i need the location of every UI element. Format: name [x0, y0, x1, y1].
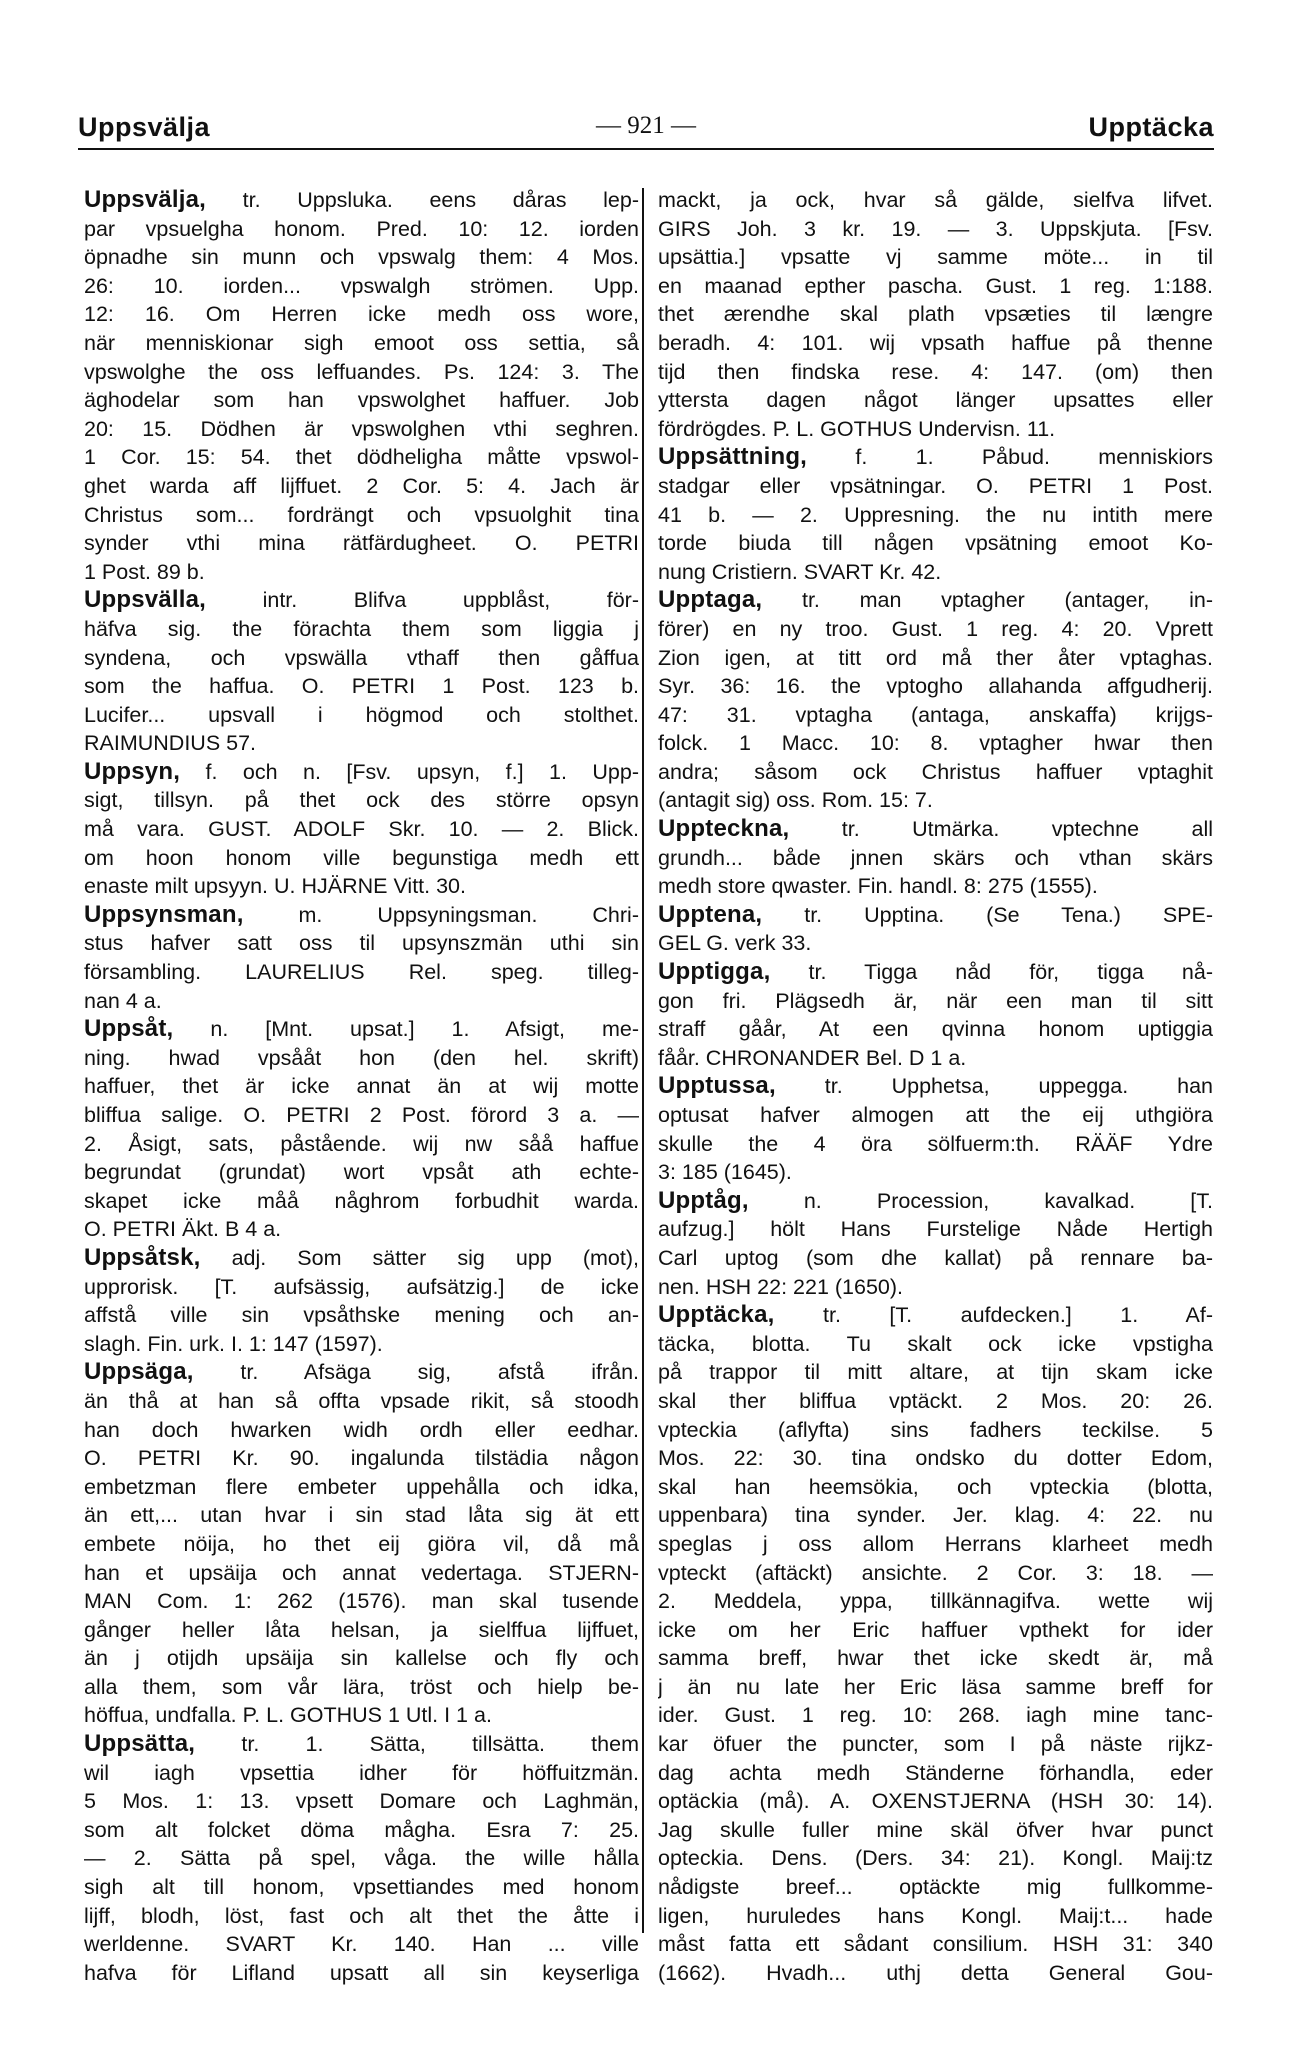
text-line — [658, 1559, 1213, 1588]
text-line — [658, 472, 1213, 501]
text-line — [84, 672, 639, 701]
text-line — [84, 1101, 639, 1130]
entry-first-line — [84, 186, 639, 215]
text-line — [658, 1101, 1213, 1130]
headword: Uppsvälja, — [84, 186, 207, 213]
line-text: Zion igen, at titt ord må ther åter vptaghas. — [658, 645, 1213, 670]
line-text: tr. Afsäga sig, afstå ifrån. — [193, 1360, 639, 1385]
text-line — [84, 415, 639, 444]
text-line — [84, 844, 639, 873]
line-text: intr. Blifva uppblåst, för- — [206, 588, 639, 613]
line-text: om hoon honom ville begunstiga medh ett — [84, 845, 639, 870]
line-text: affstå ville sin vpsåthske mening och an- — [84, 1303, 639, 1328]
line-text: alla them, som vår lära, tröst och hielp be- — [84, 1674, 639, 1699]
text-line — [84, 558, 639, 587]
line-text: 3: 185 (1645). — [658, 1160, 792, 1185]
headword: Uppsåt, — [84, 1015, 174, 1043]
text-line — [658, 329, 1213, 358]
left-column — [84, 186, 639, 1987]
line-text: adj. Som sätter sig upp (mot), — [200, 1245, 639, 1270]
line-text: öpnadhe sin munn och vpswalg them: 4 Mos. — [84, 245, 639, 270]
line-text: äghodelar som han vpswolghet haffuer. Job — [84, 388, 639, 413]
entry-first-line — [658, 815, 1213, 844]
line-text: MAN Com. 1: 262 (1576). man skal tusende — [84, 1589, 639, 1614]
text-line — [658, 1873, 1213, 1902]
text-line — [84, 1130, 639, 1159]
line-text: ghet warda aff lijffuet. 2 Cor. 5: 4. Jach är — [84, 473, 639, 498]
entry-first-line — [658, 901, 1213, 930]
text-line — [84, 472, 639, 501]
text-line — [658, 1473, 1213, 1502]
text-line — [84, 501, 639, 530]
line-text: bliffua salige. O. PETRI 2 Post. förord 3 a. — — [84, 1103, 639, 1127]
line-text: sigh alt till honom, vpsettiandes med honom — [84, 1875, 639, 1900]
line-text: försambling. LAURELIUS Rel. speg. tilleg- — [84, 960, 639, 985]
text-line — [658, 987, 1213, 1016]
headword: Uppsyn, — [84, 757, 181, 785]
text-line — [658, 1616, 1213, 1645]
text-line — [84, 1187, 639, 1216]
line-text: gånger heller låta helsan, ja sielffua lijffuet, — [84, 1617, 639, 1642]
text-line — [658, 1358, 1213, 1387]
text-line — [84, 1501, 639, 1530]
line-text: han doch hwarken widh ordh eller eedhar. — [84, 1417, 639, 1442]
line-text: nådigste breef... optäckte mig fullkomme- — [658, 1875, 1213, 1900]
text-line — [658, 1730, 1213, 1759]
line-text: höffua, undfalla. P. L. GOTHUS 1 Utl. I 1 a. — [84, 1703, 492, 1728]
entry-first-line — [84, 1015, 639, 1044]
text-line — [84, 243, 639, 272]
line-text: täcka, blotta. Tu skalt ock icke vpstigha — [658, 1331, 1213, 1356]
text-line — [84, 1158, 639, 1187]
text-line — [84, 1215, 639, 1244]
headword: Upptaga, — [658, 586, 763, 614]
text-line — [658, 872, 1213, 901]
text-line — [658, 215, 1213, 244]
line-text: på trappor til mitt altare, at tijn skam icke — [658, 1360, 1213, 1385]
line-text: begrundat (grundat) wort vpsåt ath echte- — [84, 1160, 639, 1185]
text-line — [84, 1587, 639, 1616]
line-text: Christus som... fordrängt och vpsuolghit tina — [84, 502, 639, 527]
text-line — [658, 701, 1213, 730]
text-line — [84, 1530, 639, 1559]
text-line — [84, 1673, 639, 1702]
text-line — [84, 443, 639, 472]
line-text: lijff, blodh, löst, fast och alt thet the åtte i — [84, 1903, 639, 1928]
text-line — [84, 1387, 639, 1416]
text-line — [658, 1130, 1213, 1159]
line-text: werldenne. SVART Kr. 140. Han ... ville — [84, 1932, 639, 1957]
text-line — [658, 1959, 1213, 1988]
line-text: förer) en ny troo. Gust. 1 reg. 4: 20. Vprett — [658, 616, 1213, 641]
line-text: opteckia. Dens. (Ders. 34: 21). Kongl. Maij:tz — [658, 1846, 1213, 1871]
entry-first-line — [84, 901, 639, 930]
line-text: 2. Åsigt, sats, påstående. wij nw såå haffue — [84, 1131, 639, 1156]
line-text: Jag skulle fuller mine skäl öfver hvar punct — [658, 1817, 1213, 1842]
text-line — [84, 1930, 639, 1959]
line-text: icke om her Eric haffuer vpthekt for ider — [658, 1617, 1213, 1642]
text-line — [84, 987, 639, 1016]
text-line — [658, 1787, 1213, 1816]
text-line — [658, 1501, 1213, 1530]
line-text: ider. Gust. 1 reg. 10: 268. iagh mine tanc- — [658, 1703, 1213, 1728]
entry-first-line — [84, 758, 639, 787]
line-text: aufzug.] hölt Hans Furstelige Nåde Hertigh — [658, 1217, 1213, 1242]
page-header — [78, 112, 1214, 152]
text-line — [658, 386, 1213, 415]
headword: Upptussa, — [658, 1072, 776, 1100]
right-column — [658, 186, 1213, 1987]
line-text: skal ther bliffua vptäckt. 2 Mos. 20: 26. — [658, 1388, 1213, 1413]
line-text: 1 Post. 89 b. — [84, 559, 205, 584]
text-line — [84, 1416, 639, 1445]
headword: Uppteckna, — [658, 815, 790, 843]
line-text: skulle the 4 öra sölfuerm:th. RÄÄF Ydre — [658, 1131, 1213, 1156]
text-line — [658, 1330, 1213, 1359]
line-text: 20: 15. Dödhen är vpswolghen vthi seghren. — [84, 416, 639, 441]
line-text: O. PETRI Äkt. B 4 a. — [84, 1217, 282, 1242]
text-line — [658, 758, 1213, 787]
line-text: f. 1. Påbud. menniskiors — [807, 445, 1213, 470]
entry-first-line — [84, 1244, 639, 1273]
line-text: ligen, huruledes hans Kongl. Maij:t... hade — [658, 1903, 1213, 1928]
text-line — [84, 1559, 639, 1588]
text-line — [84, 1644, 639, 1673]
line-text: må vara. GUST. ADOLF Skr. 10. — 2. Blick. — [84, 817, 639, 842]
text-line — [84, 386, 639, 415]
line-text: häfva sig. the förachta them som liggia j — [84, 616, 639, 641]
line-text: fåår. CHRONANDER Bel. D 1 a. — [658, 1045, 967, 1070]
line-text: tr. [T. aufdecken.] 1. Af- — [774, 1303, 1213, 1328]
line-text: j än nu late her Eric läsa samme breff for — [658, 1674, 1213, 1699]
text-line — [658, 1530, 1213, 1559]
text-line — [658, 1158, 1213, 1187]
text-line — [84, 644, 639, 673]
headword: Uppsåtsk, — [84, 1243, 201, 1271]
headword: Uppsättning, — [658, 443, 808, 471]
text-line — [84, 1330, 639, 1359]
text-line — [658, 1930, 1213, 1959]
line-text: tr. man vptagher (antager, in- — [762, 588, 1213, 613]
text-line — [84, 958, 639, 987]
line-text: tr. Utmärka. vptechne all — [789, 817, 1213, 842]
text-line — [84, 272, 639, 301]
text-line — [658, 501, 1213, 530]
headword: Uppsäga, — [84, 1358, 194, 1386]
line-text: optäckia (må). A. OXENSTJERNA (HSH 30: 14). — [658, 1789, 1213, 1814]
running-head-right: Upptäcka — [1088, 112, 1214, 142]
line-text: nung Cristiern. SVART Kr. 42. — [658, 559, 942, 584]
line-text: än ett,... utan hvar i sin stad låta sig ät ett — [84, 1503, 639, 1528]
line-text: beradh. 4: 101. wij vpsath haffue på thenne — [658, 330, 1213, 355]
entry-first-line — [658, 1072, 1213, 1101]
text-line — [658, 1701, 1213, 1730]
entry-first-line — [658, 443, 1213, 472]
text-line — [658, 1444, 1213, 1473]
line-text: uppenbara) tina synder. Jer. klag. 4: 22. nu — [658, 1503, 1213, 1528]
headword: Uppsätta, — [84, 1730, 196, 1758]
line-text: skal han heemsökia, och vpteckia (blotta, — [658, 1474, 1213, 1499]
text-line — [84, 1616, 639, 1645]
line-text: straff gåår, At een qvinna honom uptiggia — [658, 1017, 1213, 1042]
line-text: (1662). Hvadh... uthj detta General Gou- — [658, 1960, 1213, 1985]
text-line — [84, 1701, 639, 1730]
text-line — [658, 1244, 1213, 1273]
line-text: tr. Tigga nåd för, tigga nå- — [770, 960, 1213, 985]
line-text: Syr. 36: 16. the vptogho allahanda affgudherij. — [658, 674, 1213, 699]
line-text: tr. 1. Sätta, tillsätta. them — [195, 1732, 639, 1757]
text-line — [658, 1044, 1213, 1073]
headword: Upptena, — [658, 900, 763, 928]
text-line — [658, 729, 1213, 758]
headword: Uppsvälla, — [84, 586, 207, 614]
line-text: andra; såsom ock Christus haffuer vptaghit — [658, 759, 1213, 784]
entry-first-line — [84, 1358, 639, 1387]
line-text: optusat hafver almogen att the eij uthgiöra — [658, 1103, 1213, 1127]
text-line — [658, 1816, 1213, 1845]
line-text: synder vthi mina rätfärdugheet. O. PETRI — [84, 531, 639, 556]
text-line — [84, 1787, 639, 1816]
text-line — [658, 1844, 1213, 1873]
line-text: dag achta medh Ständerne förhandla, eder — [658, 1760, 1213, 1785]
text-line — [84, 1044, 639, 1073]
text-line — [658, 300, 1213, 329]
line-text: kar öfuer the puncter, som I på näste rijkz- — [658, 1732, 1213, 1757]
text-line — [84, 1759, 639, 1788]
headword: Upptåg, — [658, 1186, 749, 1214]
entry-first-line — [658, 1187, 1213, 1216]
text-line — [658, 1587, 1213, 1616]
headword: Upptäcka, — [658, 1301, 775, 1329]
line-text: tr. Uppsluka. eens dåras lep- — [206, 188, 639, 212]
text-line — [658, 1902, 1213, 1931]
text-line — [84, 215, 639, 244]
line-text: än thå at han så offta vpsade rikit, så stoodh — [84, 1388, 639, 1413]
text-line — [84, 1072, 639, 1101]
text-line — [658, 529, 1213, 558]
line-text: när menniskionar sigh emoot oss settia, så — [84, 330, 639, 355]
line-text: 5 Mos. 1: 13. vpsett Domare och Laghmän, — [84, 1789, 639, 1814]
entry-first-line — [84, 586, 639, 615]
line-text: RAIMUNDIUS 57. — [84, 731, 257, 756]
line-text: slagh. Fin. urk. I. 1: 147 (1597). — [84, 1331, 383, 1356]
line-text: f. och n. [Fsv. upsyn, f.] 1. Upp- — [180, 759, 639, 784]
text-line — [658, 672, 1213, 701]
line-text: wil iagh vpsettia idher för höffuitzmän. — [84, 1760, 639, 1785]
text-line — [658, 243, 1213, 272]
line-text: upprorisk. [T. aufsässig, aufsätzig.] de icke — [84, 1274, 639, 1299]
line-text: hafva för Lifland upsatt all sin keyserliga — [84, 1960, 639, 1985]
text-line — [658, 786, 1213, 815]
line-text: m. Uppsyningsman. Chri- — [243, 902, 639, 927]
text-line — [84, 1902, 639, 1931]
column-separator — [642, 188, 644, 1933]
line-text: han et upsäija och annat vedertaga. STJERN- — [84, 1560, 639, 1585]
line-text: tijd then findska rese. 4: 147. (om) then — [658, 359, 1213, 384]
text-line — [84, 786, 639, 815]
text-line — [658, 844, 1213, 873]
headword: Uppsynsman, — [84, 900, 244, 928]
line-text: sigt, tillsyn. på thet ock des större opsyn — [84, 788, 639, 813]
entry-first-line — [658, 586, 1213, 615]
line-text: 47: 31. vptagha (antaga, anskaffa) krijgs- — [658, 702, 1213, 727]
line-text: O. PETRI Kr. 90. ingalunda tilstädia någon — [84, 1446, 639, 1471]
line-text: folck. 1 Macc. 10: 8. vptagher hwar then — [658, 731, 1213, 756]
text-line — [658, 1015, 1213, 1044]
line-text: embetzman flere embeter uppehålla och idka, — [84, 1474, 639, 1499]
text-line — [84, 1444, 639, 1473]
text-line — [658, 1416, 1213, 1445]
line-text: thet ærendhe skal plath vpsæties til længre — [658, 302, 1213, 327]
line-text: GIRS Joh. 3 kr. 19. — 3. Uppskjuta. [Fsv. — [658, 216, 1213, 241]
line-text: Mos. 22: 30. tina ondsko du dotter Edom, — [658, 1446, 1213, 1471]
line-text: 12: 16. Om Herren icke medh oss wore, — [84, 302, 639, 327]
entry-first-line — [84, 1730, 639, 1759]
line-text: 2. Meddela, yppa, tillkännagifva. wette wij — [658, 1589, 1213, 1614]
line-text: än j otijdh upsäija sin kallelse och fly och — [84, 1646, 639, 1671]
text-line — [84, 815, 639, 844]
line-text: som alt folcket döma mågha. Esra 7: 25. — [84, 1817, 639, 1842]
text-line — [658, 644, 1213, 673]
text-line — [658, 929, 1213, 958]
entry-first-line — [658, 1301, 1213, 1330]
line-text: — 2. Sätta på spel, våga. the wille hålla — [84, 1846, 639, 1871]
line-text: 1 Cor. 15: 54. thet dödheligha måtte vpswol- — [84, 445, 639, 470]
line-text: medh store qwaster. Fin. handl. 8: 275 (1555). — [658, 874, 1098, 899]
running-head-left: Uppsvälja — [78, 112, 211, 142]
text-line — [658, 1215, 1213, 1244]
text-line — [84, 1959, 639, 1988]
text-line — [84, 1273, 639, 1302]
line-text: vpteckia (aflyfta) sins fadhers teckilse. 5 — [658, 1417, 1213, 1442]
page-number: — 921 — — [596, 112, 696, 139]
line-text: 26: 10. iorden... vpswalgh strömen. Upp. — [84, 273, 639, 298]
line-text: vpswolghe the oss leffuandes. Ps. 124: 3. The — [84, 359, 639, 384]
text-line — [658, 1644, 1213, 1673]
text-line — [658, 186, 1213, 215]
line-text: yttersta dagen något länger upsattes eller — [658, 388, 1213, 413]
text-line — [658, 1673, 1213, 1702]
line-text: Carl uptog (som dhe kallat) på rennare ba- — [658, 1245, 1213, 1270]
line-text: ning. hwad vpsååt hon (den hel. skrift) — [84, 1045, 639, 1070]
line-text: skapet icke måå någhrom forbudhit warda. — [84, 1188, 639, 1213]
headword: Upptigga, — [658, 958, 771, 986]
line-text: måst fatta ett sådant consilium. HSH 31: 340 — [658, 1932, 1213, 1957]
text-line — [84, 358, 639, 387]
line-text: fördrögdes. P. L. GOTHUS Undervisn. 11. — [658, 416, 1056, 441]
line-text: n. Procession, kavalkad. [T. — [748, 1188, 1213, 1213]
text-line — [84, 1844, 639, 1873]
line-text: Lucifer... upsvall i högmod och stolthet. — [84, 702, 639, 727]
text-line — [84, 1873, 639, 1902]
line-text: syndena, och vpswälla vthaff then gåffua — [84, 645, 639, 670]
text-line — [84, 1473, 639, 1502]
text-line — [658, 358, 1213, 387]
line-text: embete nöija, ho thet eij giöra vil, då må — [84, 1531, 639, 1556]
line-text: upsättia.] vpsatte vj samme möte... in til — [658, 245, 1213, 270]
line-text: stadgar eller vpsätningar. O. PETRI 1 Post. — [658, 473, 1213, 498]
line-text: nen. HSH 22: 221 (1650). — [658, 1274, 904, 1299]
text-line — [84, 729, 639, 758]
line-text: haffuer, thet är icke annat än at wij motte — [84, 1074, 639, 1099]
text-line — [658, 1759, 1213, 1788]
text-line — [658, 415, 1213, 444]
line-text: 41 b. — 2. Uppresning. the nu intith mere — [658, 502, 1213, 527]
line-text: gon fri. Plägsedh är, när een man til sitt — [658, 988, 1213, 1013]
line-text: enaste milt upsyyn. U. HJÄRNE Vitt. 30. — [84, 874, 466, 899]
text-line — [84, 300, 639, 329]
text-line — [84, 529, 639, 558]
line-text: stus hafver satt oss til upsynszmän uthi sin — [84, 931, 639, 956]
text-line — [658, 1273, 1213, 1302]
line-text: (antagit sig) oss. Rom. 15: 7. — [658, 788, 933, 813]
line-text: som the haffua. O. PETRI 1 Post. 123 b. — [84, 674, 639, 699]
line-text: samma breff, hwar thet icke skedt är, må — [658, 1646, 1213, 1671]
line-text: grundh... både jnnen skärs och vthan skärs — [658, 845, 1213, 870]
text-line — [84, 701, 639, 730]
line-text: mackt, ja ock, hvar så gälde, sielfva lifvet. — [658, 188, 1213, 212]
text-line — [658, 272, 1213, 301]
line-text: nan 4 a. — [84, 988, 162, 1013]
text-line — [84, 329, 639, 358]
text-line — [84, 929, 639, 958]
line-text: vpteckt (aftäckt) ansichte. 2 Cor. 3: 18. — — [658, 1560, 1213, 1585]
line-text: en maanad epther pascha. Gust. 1 reg. 1:188. — [658, 273, 1213, 298]
entry-first-line — [658, 958, 1213, 987]
line-text: torde biuda till någen vpsätning emoot Ko- — [658, 531, 1213, 556]
line-text: speglas j oss allom Herrans klarheet medh — [658, 1531, 1213, 1556]
line-text: par vpsuelgha honom. Pred. 10: 12. iorden — [84, 216, 639, 241]
text-line — [84, 872, 639, 901]
text-line — [658, 558, 1213, 587]
line-text: GEL G. verk 33. — [658, 931, 812, 956]
text-line — [658, 1387, 1213, 1416]
text-line — [658, 615, 1213, 644]
line-text: tr. Upptina. (Se Tena.) SPE- — [762, 902, 1213, 927]
line-text: tr. Upphetsa, uppegga. han — [775, 1074, 1213, 1099]
header-rule — [78, 148, 1214, 150]
text-line — [84, 1816, 639, 1845]
line-text: n. [Mnt. upsat.] 1. Afsigt, me- — [173, 1017, 639, 1042]
text-line — [84, 615, 639, 644]
text-line — [84, 1301, 639, 1330]
